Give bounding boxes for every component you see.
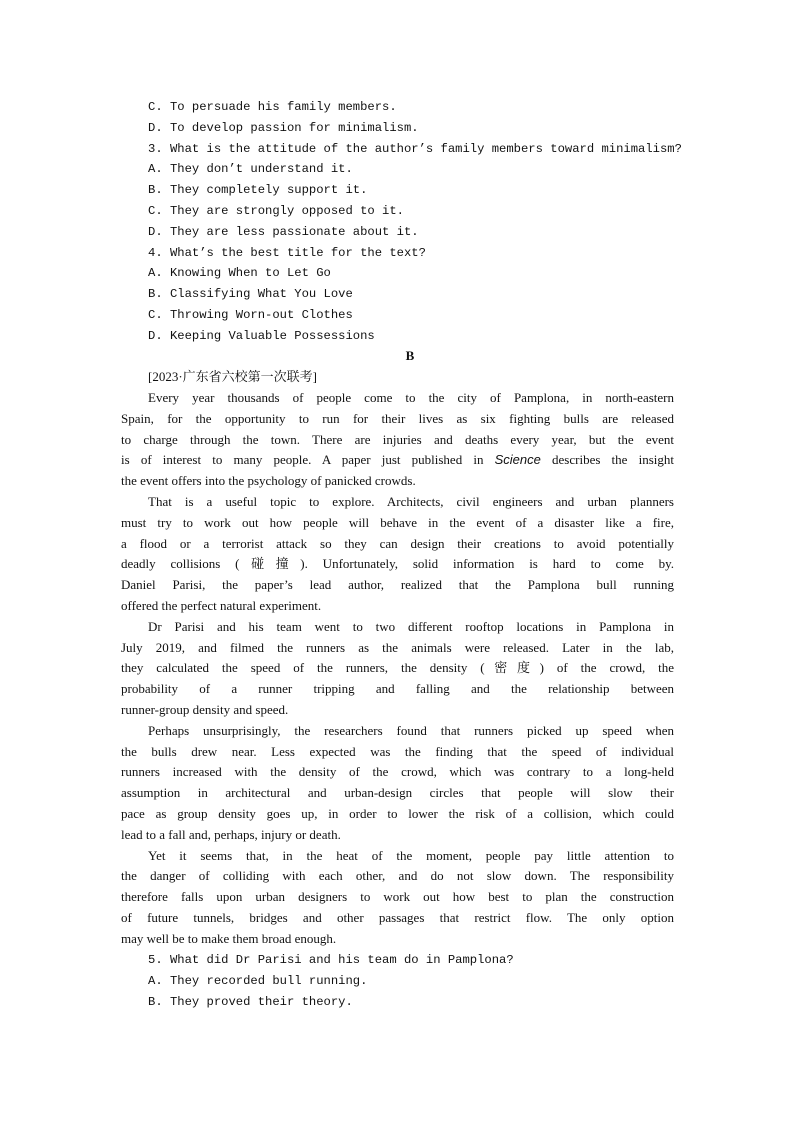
passage-line: Perhaps unsurprisingly, the researchers found that runners picked up speed when: [148, 722, 674, 738]
passage-line: Daniel Parisi, the paper’s lead author, realized that the Pamplona bull running: [121, 577, 674, 593]
passage-line: July 2019, and filmed the runners as the animals were released. Later in the lab,: [121, 639, 674, 655]
passage-line: must try to work out how people will behave in the event of a disaster like a fire,: [121, 514, 674, 530]
question-line: B. Classifying What You Love: [148, 287, 353, 302]
question-line: D. Keeping Valuable Possessions: [148, 328, 375, 343]
passage-line: lead to a fall and, perhaps, injury or death.: [121, 826, 341, 842]
passage-line: probability of a runner tripping and falling and the relationship between: [121, 681, 674, 697]
passage-line: pace as group density goes up, in order to lower the risk of a collision, which could: [121, 806, 674, 821]
question-line: A. They recorded bull running.: [148, 973, 368, 988]
passage-line: deadly collisions (碰撞). Unfortunately, solid information is hard to come by.: [121, 556, 674, 572]
question-line: A. They don’t understand it.: [148, 162, 353, 177]
passage-line: Spain, for the opportunity to run for their lives as six fighting bulls are released: [121, 410, 674, 426]
passage-line: Every year thousands of people come to the city of Pamplona, in north-eastern: [148, 390, 674, 405]
passage-line: a flood or a terrorist attack so they can design their creations to avoid potentially: [121, 535, 674, 551]
passage-line: runners increased with the density of the crowd, which was contrary to a long-held: [121, 764, 674, 780]
passage-line: to charge through the town. There are injuries and deaths every year, but the event: [121, 431, 674, 447]
question-line: C. To persuade his family members.: [148, 100, 397, 114]
passage-line: Dr Parisi and his team went to two different rooftop locations in Pamplona in: [148, 618, 674, 634]
question-line: D. They are less passionate about it.: [148, 224, 419, 239]
question-line: D. To develop passion for minimalism.: [148, 120, 419, 135]
passage-line: That is a useful topic to explore. Architects, civil engineers and urban planners: [148, 494, 674, 509]
source-citation: [2023·广东省六校第一次联考]: [148, 369, 317, 384]
question-line: 5. What did Dr Parisi and his team do in Pamplona?: [148, 953, 514, 967]
question-line: B. They proved their theory.: [148, 994, 353, 1009]
journal-name: Science: [494, 452, 541, 468]
passage-line: Yet it seems that, in the heat of the moment, people pay little attention to: [148, 847, 674, 863]
section-label: B: [405, 348, 415, 363]
question-line: C. Throwing Worn-out Clothes: [148, 308, 353, 322]
passage-line: is of interest to many people. A paper just published in Science describes the insight: [121, 452, 674, 468]
passage-line: may well be to make them broad enough.: [121, 930, 337, 946]
question-line: A. Knowing When to Let Go: [148, 266, 331, 281]
passage-line: assumption in architectural and urban-design circles that people will slow their: [121, 785, 674, 801]
passage-line: the danger of colliding with each other, and do not slow down. The responsibility: [121, 868, 674, 884]
passage-line: runner-group density and speed.: [121, 702, 289, 717]
question-line: 3. What is the attitude of the author’s family members toward minimalism?: [148, 141, 682, 156]
passage-line: the bulls drew near. Less expected was the finding that the speed of individual: [121, 743, 674, 759]
passage-line: of future tunnels, bridges and other passages that restrict flow. The only option: [121, 910, 674, 925]
question-line: C. They are strongly opposed to it.: [148, 204, 404, 218]
question-line: 4. What’s the best title for the text?: [148, 245, 426, 260]
passage-line: they calculated the speed of the runners, the density (密度) of the crowd, the: [121, 660, 674, 676]
passage-line: offered the perfect natural experiment.: [121, 598, 322, 613]
passage-line: therefore falls upon urban designers to work out how best to plan the construction: [121, 889, 674, 905]
question-line: B. They completely support it.: [148, 183, 368, 198]
passage-line: the event offers into the psychology of panicked crowds.: [121, 473, 416, 489]
